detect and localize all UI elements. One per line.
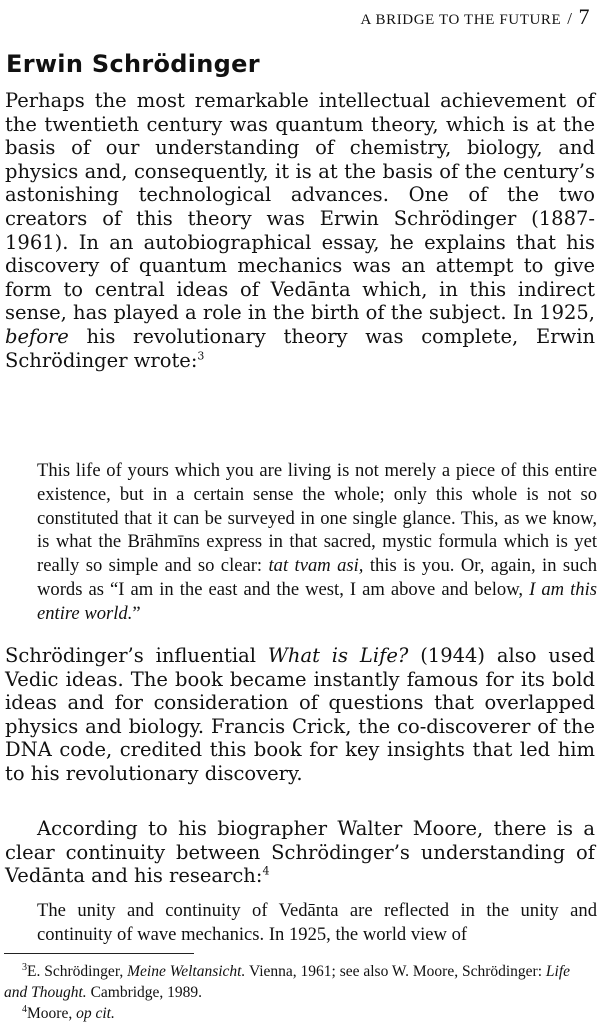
footnote-title: Meine Weltansicht. bbox=[127, 963, 246, 980]
running-head bbox=[361, 4, 590, 30]
footnote-text: Vienna, 1961; see also W. Moore, Schrödinger: bbox=[245, 963, 546, 980]
paragraph-text: his revolutionary theory was complete, Erwin Schrödinger wrote: bbox=[5, 324, 595, 372]
block-quote-moore bbox=[37, 899, 597, 947]
body-paragraph-intro bbox=[5, 89, 595, 372]
footnote-ref: 3 bbox=[197, 349, 205, 363]
paragraph-text: Schrödinger’s influential bbox=[5, 644, 268, 667]
block-quote-schrodinger bbox=[37, 459, 597, 626]
footnote-ref: 4 bbox=[262, 864, 270, 878]
body-paragraph-moore bbox=[5, 817, 595, 888]
footnote-text: Moore, bbox=[27, 1005, 77, 1022]
quote-emphasis: I am this entire world. bbox=[37, 578, 597, 624]
quote-text: This life of yours which you are living is not merely a piece of this entire existence, but in a certain sense the whole; only this whole is not so constituted that it can be surveyed in one single glance. This, as we know, is what the Brāhmīns express in that sacred, mystic formula which is yet really so simple and so clear: bbox=[37, 460, 597, 577]
page-number: 7 bbox=[578, 4, 590, 29]
footnote-marker: 4 bbox=[22, 1003, 27, 1015]
footnote-text: E. Schrödinger, bbox=[27, 963, 128, 980]
book-title: What is Life? bbox=[267, 644, 409, 667]
paragraph-text: Perhaps the most remarkable intellectual achievement of the twentieth century was quantum theory, which is at the basis of our understanding of chemistry, biology, and physics and, consequently, it is at the basis of the century’s astonishing technological advances. One of the two creators of this theory was Erwin Schrödinger (1887-1961). In an autobiographical essay, he explains that his discovery of quantum mechanics was an attempt to give form to central ideas of Vedānta which, in this indirect sense, has played a role in the birth of the subject. In 1925, bbox=[5, 89, 596, 325]
footnote-text: Cambridge, 1989. bbox=[86, 984, 203, 1001]
running-head-separator: / bbox=[567, 9, 573, 28]
footnote-divider bbox=[4, 953, 194, 954]
footnote-marker: 3 bbox=[22, 961, 27, 973]
footnote-3 bbox=[4, 961, 596, 1003]
footnote-title: op cit. bbox=[76, 1005, 115, 1022]
footnotes bbox=[4, 961, 596, 1024]
quote-emphasis: tat tvam asi, bbox=[268, 555, 364, 577]
body-paragraph-what-is-life bbox=[5, 644, 595, 786]
paragraph-text: (1944) also used Vedic ideas. The book became instantly famous for its bold ideas and for consideration of questions that overlapped physics and biology. Francis Crick, the co-discoverer of the DNA code, credited this book for key insights that led him to his revolutionary discovery. bbox=[5, 644, 595, 785]
footnote-title: Life and Thought. bbox=[4, 963, 571, 1001]
footnote-4 bbox=[4, 1003, 596, 1024]
emphasis-before: before bbox=[5, 324, 69, 348]
quote-text: ” bbox=[132, 602, 141, 624]
paragraph-text: According to his biographer Walter Moore, there is a clear continuity between Schrödinger’s understanding of Vedānta and his research: bbox=[5, 817, 595, 888]
running-title: A BRIDGE TO THE FUTURE bbox=[360, 12, 562, 28]
section-heading: Erwin Schrödinger bbox=[6, 50, 260, 78]
quote-text: The unity and continuity of Vedānta are reflected in the unity and continuity of wave mechanics. In 1925, the world view of bbox=[37, 900, 597, 945]
quote-text: this is you. Or, again, in such words as “I am in the east and the west, I am above and below, bbox=[37, 555, 597, 600]
